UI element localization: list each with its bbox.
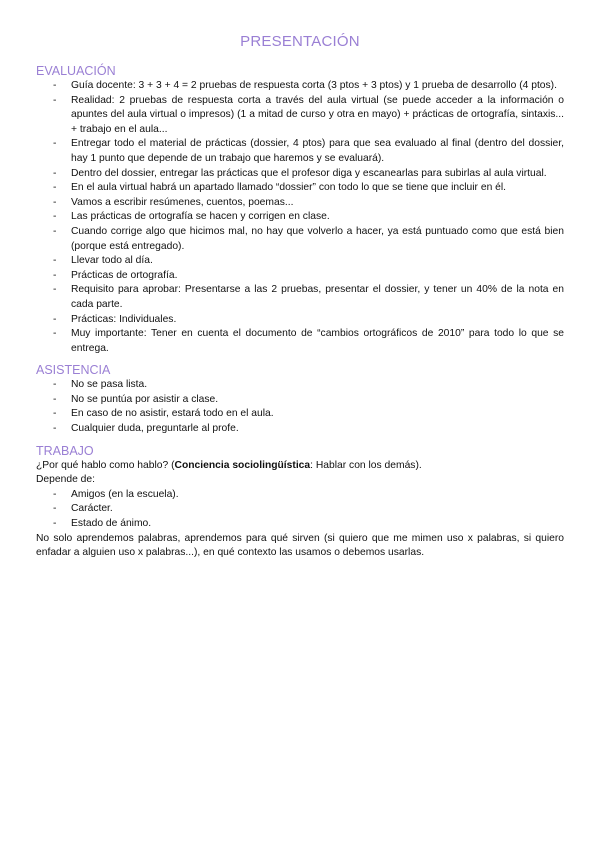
list-item: - Estado de ánimo. (36, 517, 564, 532)
document-body (36, 63, 564, 561)
list-item: - Las prácticas de ortografía se hacen y corrigen en clase. (36, 210, 564, 225)
list-item: - Guía docente: 3 + 3 + 4 = 2 pruebas de respuesta corta (3 ptos + 3 ptos) y 1 prueba de desarrollo (4 ptos). (36, 79, 564, 94)
trabajo-closing-paragraph: No solo aprendemos palabras, aprendemos para qué sirven (si quiero que me mimen uso x palabras, si quiero enfadar a alguien uso x palabras...), en qué contexto las usamos o debemos usarlas. (36, 532, 564, 559)
list-item: - No se puntúa por asistir a clase. (36, 393, 564, 408)
list-item: - Realidad: 2 pruebas de respuesta corta a través del aula virtual (se puede acceder a la información o apuntes del aula virtual o impresos) (1 a mitad de curso y otra en mayo) + prácticas de ortografía, sintaxis... + trabajo en el aula... (36, 94, 564, 138)
list-item: - En caso de no asistir, estará todo en el aula. (36, 407, 564, 422)
section-heading-trabajo: TRABAJO (36, 443, 94, 458)
section-heading-evaluacion: EVALUACIÓN (36, 64, 116, 78)
question-text-end: : Hablar con los demás). (310, 459, 422, 471)
list-item: - Muy importante: Tener en cuenta el documento de “cambios ortográficos de 2010” para todo lo que se entrega. (36, 327, 564, 356)
list-item: - Dentro del dossier, entregar las prácticas que el profesor diga y escanearlas para subirlas al aula virtual. (36, 167, 564, 182)
page-title: PRESENTACIÓN (240, 33, 360, 50)
evaluacion-list (36, 79, 564, 356)
list-item: - Prácticas: Individuales. (36, 313, 564, 328)
list-item: - No se pasa lista. (36, 378, 564, 393)
question-text-start: ¿Por qué hablo como hablo? ( (36, 459, 175, 471)
question-bold-term: Conciencia sociolingüística (174, 459, 311, 471)
trabajo-list (36, 488, 564, 532)
list-item: - Carácter. (36, 502, 564, 517)
section-heading-asistencia: ASISTENCIA (36, 363, 111, 378)
list-item: - Cualquier duda, preguntarle al profe. (36, 422, 564, 437)
list-item: - Requisito para aprobar: Presentarse a las 2 pruebas, presentar el dossier, y tener un 40% de la nota en cada parte. (36, 283, 564, 312)
trabajo-question (36, 459, 564, 474)
list-item: - Amigos (en la escuela). (36, 488, 564, 503)
list-item: - Llevar todo al día. (36, 254, 564, 269)
list-item: - Cuando corrige algo que hicimos mal, no hay que volverlo a hacer, ya está puntuado como que está bien (porque está entregado). (36, 225, 564, 254)
trabajo-depende: Depende de: (36, 474, 95, 486)
list-item: - Entregar todo el material de prácticas (dossier, 4 ptos) para que sea evaluado al final (dentro del dossier, hay 1 punto que depende de un trabajo que haremos y se evaluará). (36, 137, 564, 166)
asistencia-list (36, 378, 564, 436)
list-item: - En el aula virtual habrá un apartado llamado “dossier” con todo lo que se tiene que incluir en él. (36, 181, 564, 196)
list-item: - Vamos a escribir resúmenes, cuentos, poemas... (36, 196, 564, 211)
list-item: - Prácticas de ortografía. (36, 269, 564, 284)
